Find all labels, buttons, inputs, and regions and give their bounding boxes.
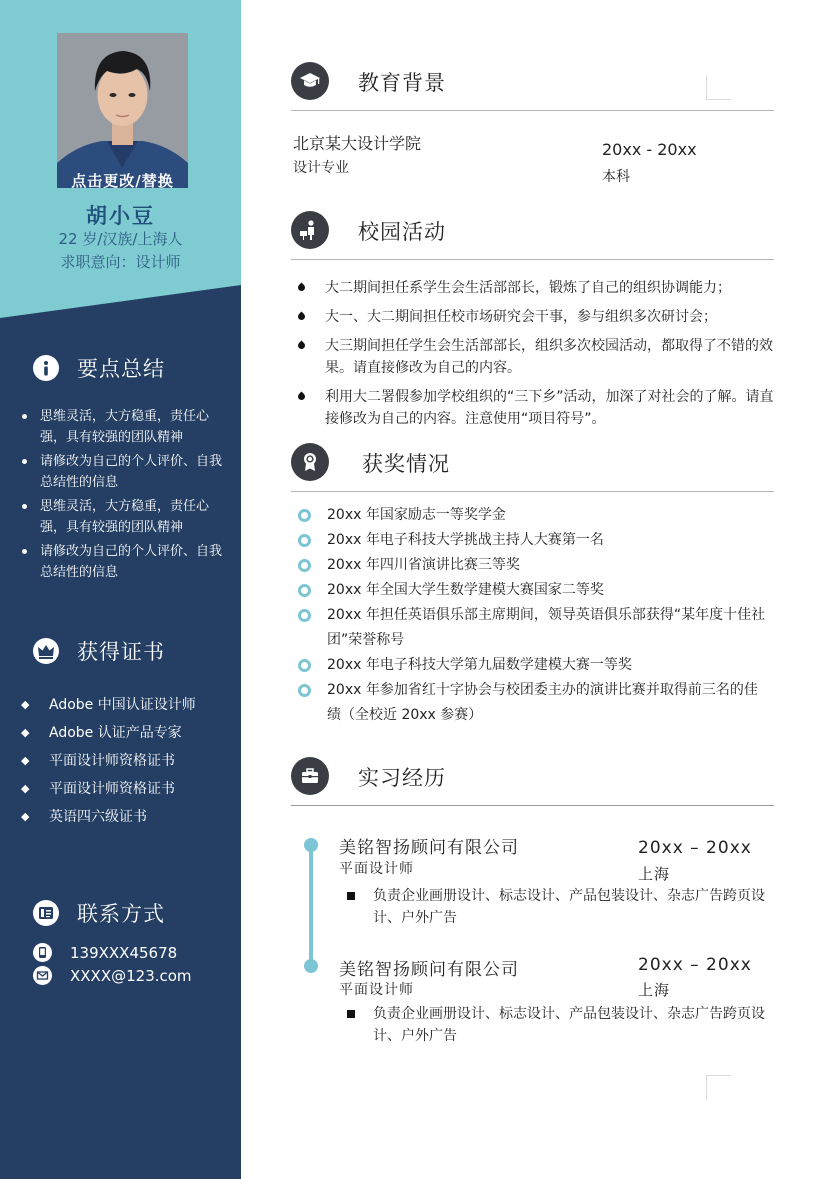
list-item: ◆ Adobe 认证产品专家	[20, 719, 230, 747]
education-heading	[291, 62, 774, 111]
list-item: ◆ Adobe 中国认证设计师	[20, 691, 230, 719]
internship-date: 20xx – 20xx	[638, 838, 752, 858]
internship-duty: 负责企业画册设计、标志设计、产品包装设计、杂志广告跨页设计、户外广告	[345, 885, 773, 929]
certificates-list	[20, 691, 230, 831]
presenter-icon	[291, 211, 329, 249]
avatar	[57, 33, 188, 188]
list-item: 20xx 年参加省红十字协会与校团委主办的演讲比赛并取得前三名的佳绩（全校近 20xx 参赛）	[297, 678, 767, 728]
list-item: 思维灵活，大方稳重，责任心强，具有较强的团队精神	[20, 406, 225, 448]
awards-heading	[291, 443, 774, 492]
crown-icon	[33, 638, 59, 664]
list-item: 20xx 年全国大学生数学建模大赛国家二等奖	[297, 578, 767, 603]
job-role: 平面设计师	[339, 861, 414, 877]
email-value: XXXX@123.com	[70, 966, 192, 985]
activities-list	[296, 277, 776, 437]
info-icon	[33, 355, 59, 381]
graduation-cap-icon	[291, 62, 329, 100]
list-item: 请修改为自己的个人评价、自我总结性的信息	[20, 451, 225, 493]
phone-value: 139XXX45678	[70, 943, 178, 962]
job-intention: 求职意向：设计师	[60, 253, 181, 271]
id-card-icon	[33, 900, 59, 926]
contact-title: 联系方式	[77, 902, 165, 926]
list-item: 大一、大二期间担任校市场研究会干事，参与组织多次研讨会；	[296, 306, 776, 328]
education-date: 20xx - 20xx	[602, 140, 697, 159]
activities-title: 校园活动	[358, 220, 446, 244]
certificates-heading	[33, 637, 165, 665]
contact-heading	[33, 899, 165, 927]
internship-date: 20xx – 20xx	[638, 955, 752, 975]
summary-title: 要点总结	[77, 357, 165, 381]
briefcase-icon	[291, 757, 329, 795]
company-name: 美铭智扬顾问有限公司	[339, 838, 519, 858]
list-item: 利用大二署假参加学校组织的“三下乡”活动，加深了对社会的了解。请直接修改为自己的内容。注意使用“项目符号”。	[296, 386, 776, 430]
contact-phone[interactable]	[33, 943, 177, 962]
list-item: 大三期间担任学生会生活部部长，组织多次校园活动，都取得了不错的效果。请直接修改为自己的内容。	[296, 335, 776, 379]
mail-icon	[33, 966, 52, 985]
internship-heading	[291, 757, 774, 806]
school-name: 北京某大设计学院	[293, 134, 422, 153]
summary-list	[20, 406, 225, 586]
major: 设计专业	[293, 160, 349, 176]
awards-title: 获奖情况	[362, 452, 450, 476]
company-name: 美铭智扬顾问有限公司	[339, 960, 519, 980]
degree: 本科	[602, 169, 630, 185]
photo-caption: 点击更改/替换	[71, 172, 174, 188]
timeline-line	[309, 845, 313, 967]
list-item: 请修改为自己的个人评价、自我总结性的信息	[20, 541, 225, 583]
sidebar	[0, 0, 241, 1179]
contact-email[interactable]	[33, 966, 192, 985]
list-item: 20xx 年四川省演讲比赛三等奖	[297, 553, 767, 578]
internship-city: 上海	[638, 981, 671, 999]
list-item: 思维灵活，大方稳重，责任心强，具有较强的团队精神	[20, 496, 225, 538]
certificates-title: 获得证书	[77, 640, 165, 664]
job-role: 平面设计师	[339, 982, 414, 998]
internship-city: 上海	[638, 865, 671, 883]
list-item: ◆ 英语四六级证书	[20, 803, 230, 831]
summary-heading	[33, 354, 165, 382]
profile-info: 22 岁/汉族/上海人	[58, 230, 183, 248]
list-item: 20xx 年担任英语俱乐部主席期间，领导英语俱乐部获得“某年度十佳社团”荣誉称号	[297, 603, 767, 653]
activities-heading	[291, 211, 774, 260]
corner-mark	[706, 1075, 731, 1100]
profile-photo[interactable]	[57, 33, 188, 188]
education-title: 教育背景	[358, 71, 446, 95]
phone-icon	[33, 943, 52, 962]
list-item: 大二期间担任系学生会生活部部长，锻炼了自己的组织协调能力；	[296, 277, 776, 299]
medal-icon	[291, 443, 329, 481]
list-item: ◆ 平面设计师资格证书	[20, 747, 230, 775]
internship-title: 实习经历	[358, 766, 446, 790]
internship-duty: 负责企业画册设计、标志设计、产品包装设计、杂志广告跨页设计、户外广告	[345, 1003, 773, 1047]
list-item: 20xx 年电子科技大学挑战主持人大赛第一名	[297, 528, 767, 553]
list-item: 20xx 年国家励志一等奖学金	[297, 503, 767, 528]
profile-name: 胡小豆	[86, 204, 155, 228]
list-item: 20xx 年电子科技大学第九届数学建模大赛一等奖	[297, 653, 767, 678]
awards-list	[297, 503, 767, 728]
timeline-dot	[304, 959, 318, 973]
timeline-dot	[304, 838, 318, 852]
list-item: ◆ 平面设计师资格证书	[20, 775, 230, 803]
